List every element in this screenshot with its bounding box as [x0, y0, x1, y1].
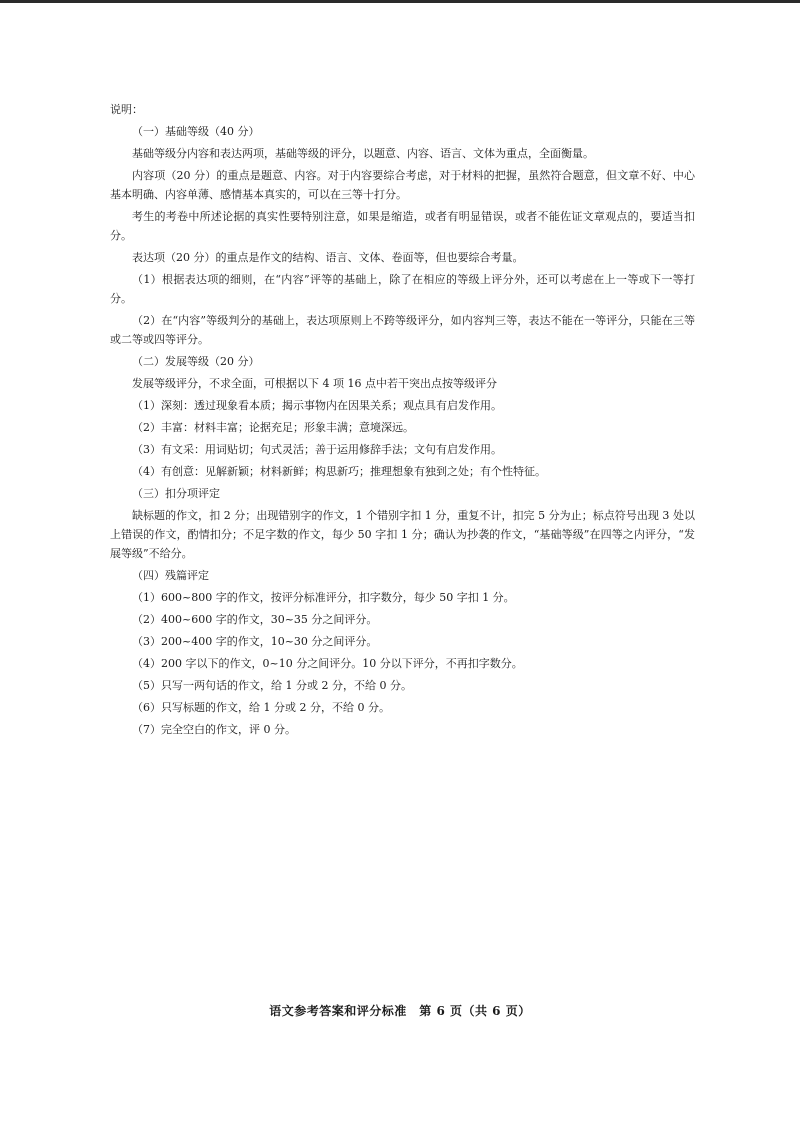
deduction-paragraph: 缺标题的作文，扣 2 分；出现错别字的作文，1 个错别字扣 1 分，重复不计，扣完 5 分为止；标点符号出现 3 处以上错误的作文，酌情扣分；不足字数的作文，每少 50 字扣 1 分；确认为抄袭的作文，“基础等级”在四等之内评分，“发展等级”不给分。: [110, 509, 695, 560]
incomplete-item: （7）完全空白的作文，评 0 分。: [132, 723, 296, 736]
incomplete-item: （2）400~600 字的作文，30~35 分之间评分。: [132, 613, 378, 626]
incomplete-essay-heading: （四）残篇评定: [132, 569, 209, 582]
incomplete-item: （3）200~400 字的作文，10~30 分之间评分。: [132, 635, 378, 648]
development-intro: 发展等级评分，不求全面，可根据以下 4 项 16 点中若干突出点按等级评分: [132, 377, 497, 390]
document-page: [110, 100, 695, 742]
development-item: （3）有文采：用词贴切；句式灵活；善于运用修辞手法；文句有启发作用。: [132, 443, 502, 456]
top-edge-rule: [0, 0, 800, 3]
content-item-paragraph: 内容项（20 分）的重点是题意、内容。对于内容要综合考虑，对于材料的把握，虽然符合题意，但文章不好、中心基本明确、内容单薄、感情基本真实的，可以在三等十打分。: [110, 169, 695, 201]
basic-level-paragraph: 基础等级分内容和表达两项，基础等级的评分，以题意、内容、语言、文体为重点，全面衡量。: [132, 147, 594, 160]
expression-rule-1: （1）根据表达项的细则，在“内容”评等的基础上，除了在相应的等级上评分外，还可以考虑在上一等或下一等打分。: [110, 273, 695, 305]
development-item: （1）深刻：透过现象看本质；揭示事物内在因果关系；观点具有启发作用。: [132, 399, 502, 412]
expression-rule-2: （2）在“内容”等级判分的基础上，表达项原则上不跨等级评分，如内容判三等，表达不能在一等评分，只能在三等或二等或四等评分。: [110, 314, 695, 346]
page-footer: 语文参考答案和评分标准 第 6 页（共 6 页）: [269, 1004, 531, 1018]
explanation-label: 说明：: [110, 103, 143, 116]
development-level-heading: （二）发展等级（20 分）: [132, 355, 260, 368]
expression-item-paragraph: 表达项（20 分）的重点是作文的结构、语言、文体、卷面等，但也要综合考量。: [132, 251, 524, 264]
development-item: （4）有创意：见解新颖；材料新鲜；构思新巧；推理想象有独到之处；有个性特征。: [132, 465, 546, 478]
incomplete-item: （5）只写一两句话的作文，给 1 分或 2 分，不给 0 分。: [132, 679, 412, 692]
deduction-heading: （三）扣分项评定: [132, 487, 220, 500]
basic-level-heading: （一）基础等级（40 分）: [132, 125, 260, 138]
incomplete-item: （6）只写标题的作文，给 1 分或 2 分，不给 0 分。: [132, 701, 390, 714]
incomplete-item: （4）200 字以下的作文，0~10 分之间评分。10 分以下评分，不再扣字数分。: [132, 657, 523, 670]
incomplete-item: （1）600~800 字的作文，按评分标准评分，扣字数分，每少 50 字扣 1 分。: [132, 591, 515, 604]
evidence-paragraph: 考生的考卷中所述论据的真实性要特别注意，如果是缩造，或者有明显错误，或者不能佐证文章观点的，要适当扣分。: [110, 210, 695, 242]
development-item: （2）丰富：材料丰富；论据充足；形象丰满；意境深远。: [132, 421, 414, 434]
